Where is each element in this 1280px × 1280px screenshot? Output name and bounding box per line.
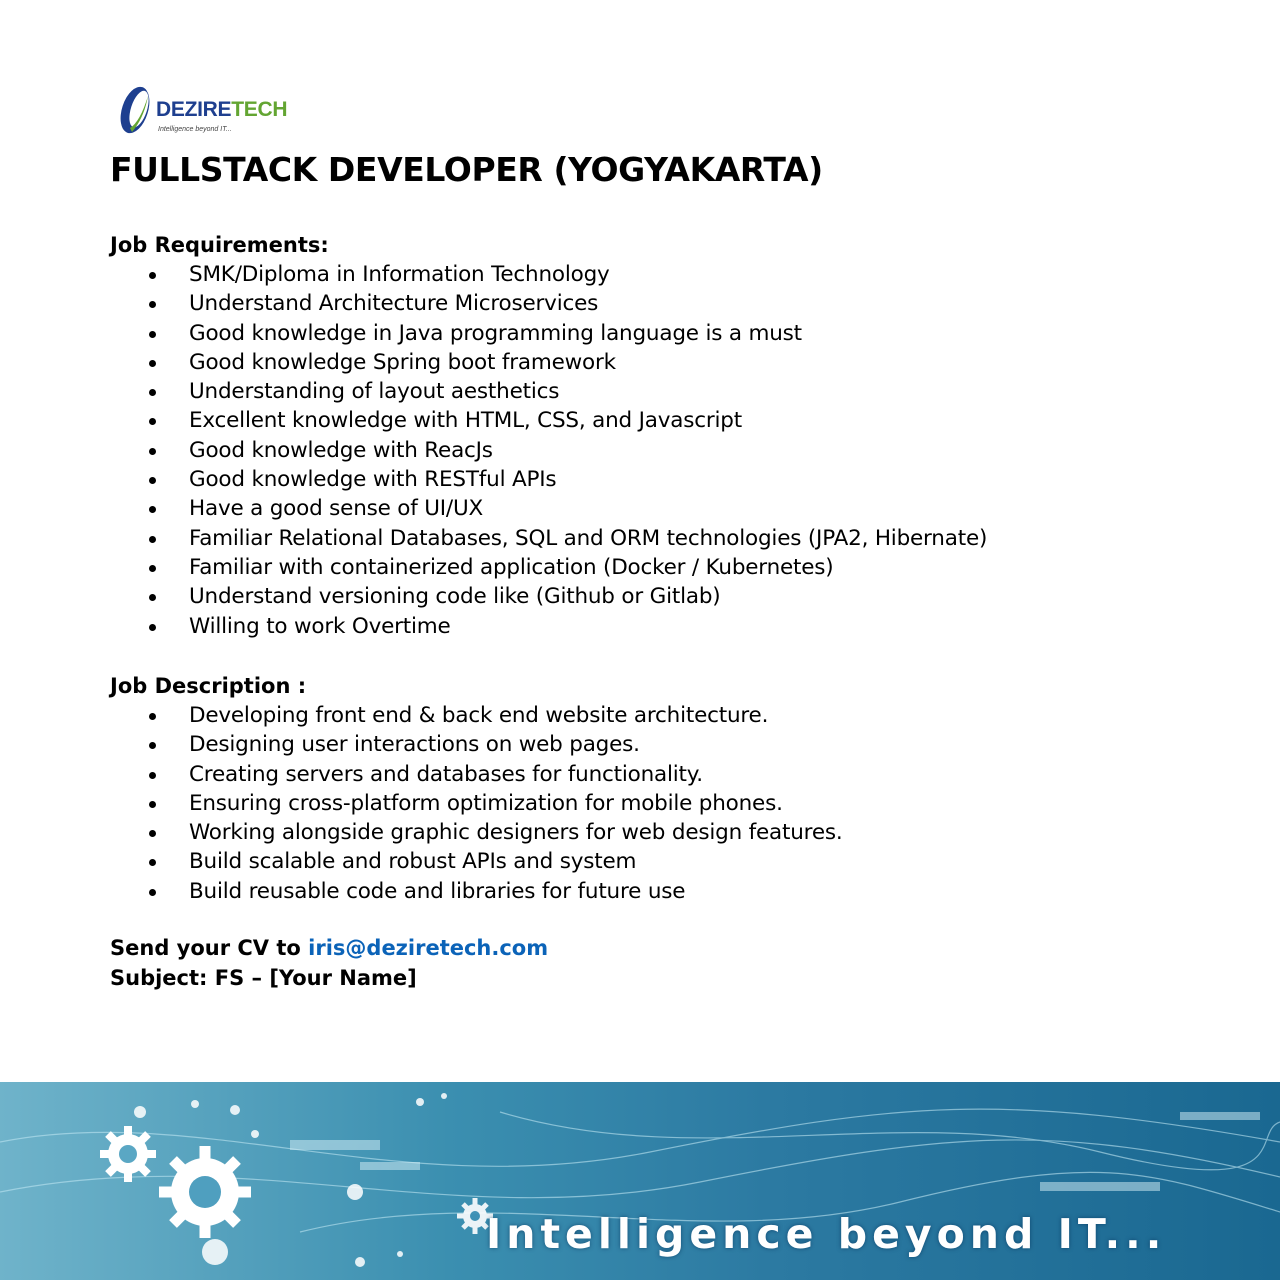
list-item: Familiar with containerized application (Docker / Kubernetes) bbox=[110, 553, 987, 582]
list-item: Understanding of layout aesthetics bbox=[110, 377, 987, 406]
requirements-list bbox=[110, 260, 987, 641]
list-item: Understand versioning code like (Github or Gitlab) bbox=[110, 582, 987, 611]
list-item: Build reusable code and libraries for future use bbox=[110, 877, 842, 906]
logo-wordmark: DEZIRETECH bbox=[156, 98, 288, 121]
requirements-heading: Job Requirements: bbox=[110, 233, 329, 257]
list-item: Working alongside graphic designers for web design features. bbox=[110, 818, 842, 847]
list-item: SMK/Diploma in Information Technology bbox=[110, 260, 987, 289]
subject-line: Subject: FS – [Your Name] bbox=[110, 965, 417, 990]
list-item: Have a good sense of UI/UX bbox=[110, 494, 987, 523]
list-item: Build scalable and robust APIs and system bbox=[110, 847, 842, 876]
list-item: Willing to work Overtime bbox=[110, 612, 987, 641]
company-logo bbox=[118, 82, 288, 142]
list-item: Good knowledge with RESTful APIs bbox=[110, 465, 987, 494]
requirements-section bbox=[110, 230, 987, 641]
list-item: Understand Architecture Microservices bbox=[110, 289, 987, 318]
gear-icon bbox=[100, 1126, 156, 1182]
send-cv-line bbox=[110, 934, 548, 964]
list-item: Creating servers and databases for functionality. bbox=[110, 760, 842, 789]
list-item: Familiar Relational Databases, SQL and ORM technologies (JPA2, Hibernate) bbox=[110, 524, 987, 553]
logo-tagline: Intelligence beyond IT... bbox=[158, 126, 232, 133]
description-heading: Job Description : bbox=[110, 674, 307, 698]
send-cv-label: Send your CV to bbox=[110, 936, 309, 960]
list-item: Good knowledge with ReacJs bbox=[110, 436, 987, 465]
list-item: Ensuring cross-platform optimization for mobile phones. bbox=[110, 789, 842, 818]
list-item: Excellent knowledge with HTML, CSS, and Javascript bbox=[110, 406, 987, 435]
list-item: Good knowledge in Java programming language is a must bbox=[110, 319, 987, 348]
contact-block bbox=[110, 934, 548, 993]
list-item: Developing front end & back end website architecture. bbox=[110, 701, 842, 730]
job-title: FULLSTACK DEVELOPER (YOGYAKARTA) bbox=[110, 150, 823, 189]
description-list bbox=[110, 701, 842, 906]
list-item: Designing user interactions on web pages. bbox=[110, 730, 842, 759]
footer-banner bbox=[0, 1082, 1280, 1280]
gear-icon bbox=[159, 1146, 251, 1238]
list-item: Good knowledge Spring boot framework bbox=[110, 348, 987, 377]
email-link[interactable]: iris@deziretech.com bbox=[308, 936, 549, 960]
logo-emblem-icon bbox=[118, 82, 158, 140]
banner-slogan: Intelligence beyond IT... bbox=[486, 1210, 1167, 1258]
description-section bbox=[110, 671, 842, 906]
